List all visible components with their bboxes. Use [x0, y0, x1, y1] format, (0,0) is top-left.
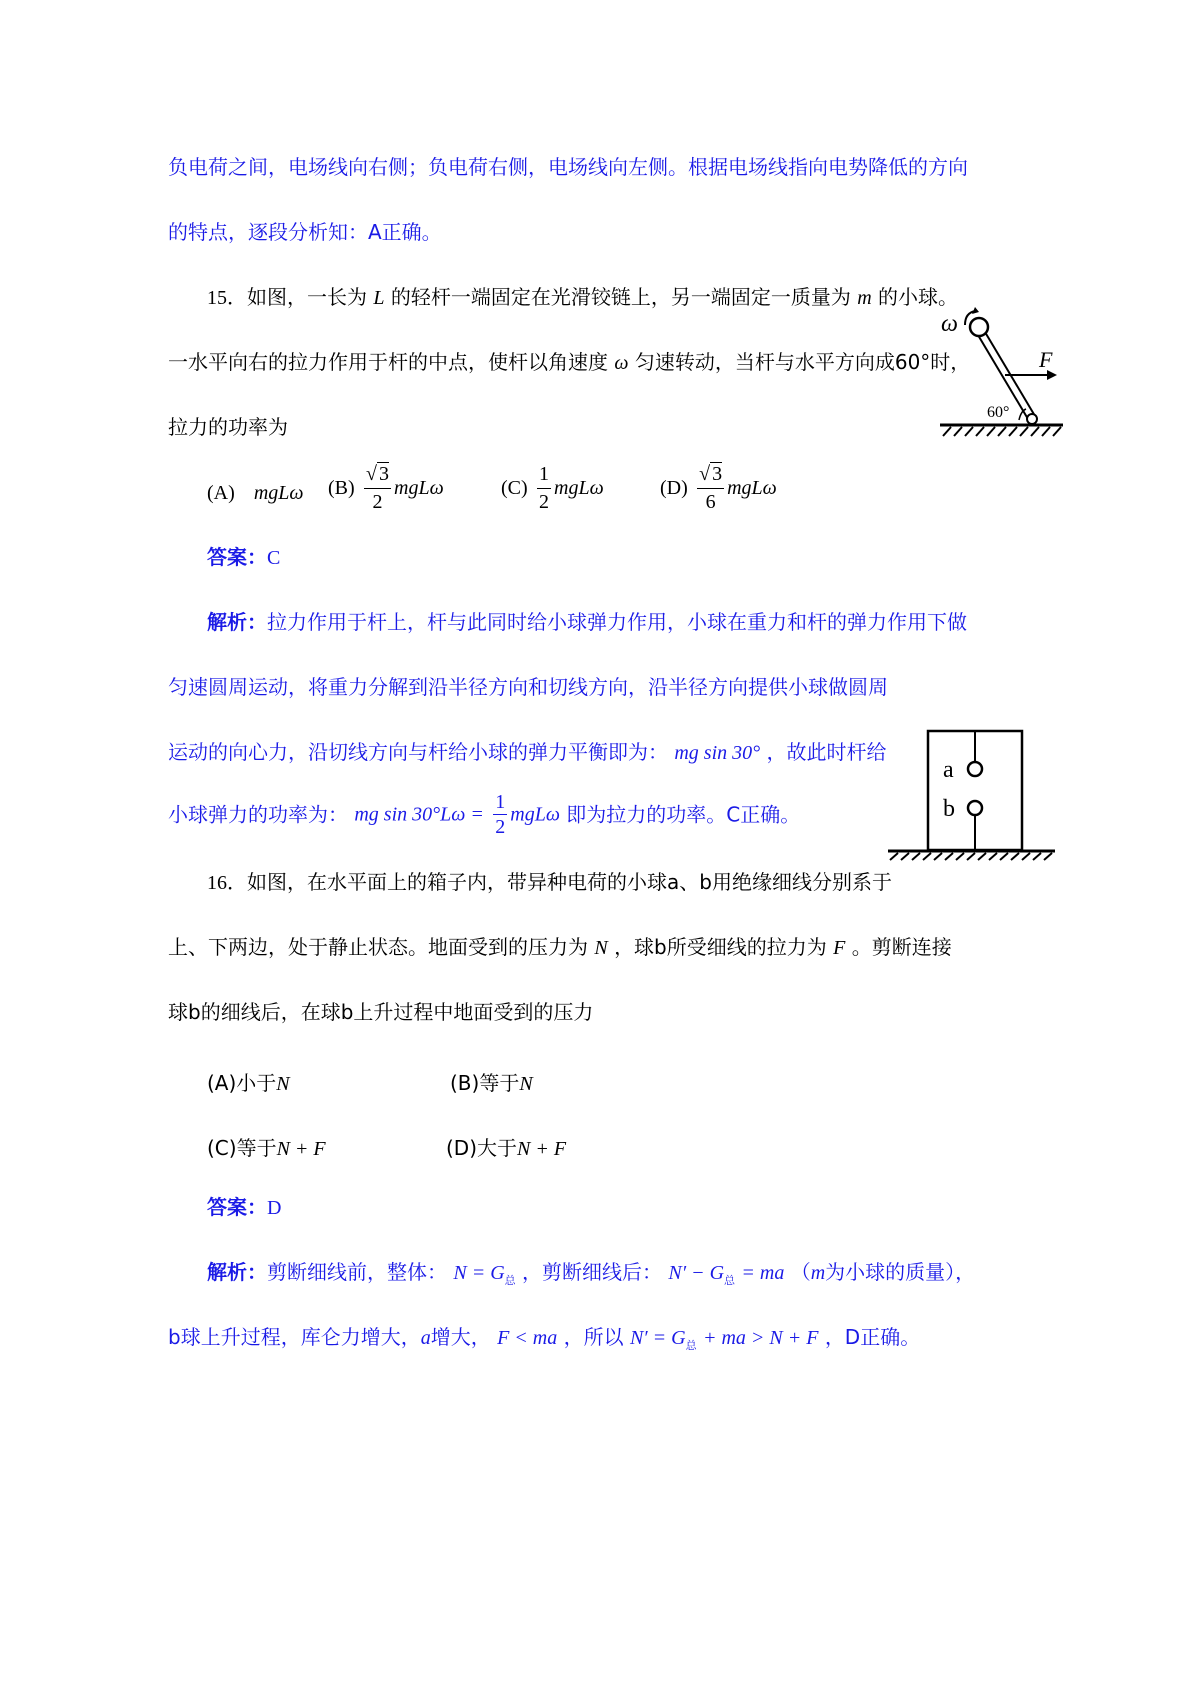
- q15-analysis-expr-3: mg sin 30°: [674, 742, 761, 764]
- q16-option-c-var: N + F: [276, 1138, 326, 1160]
- q15-text-2b: 匀速转动，当杆与水平方向成60°时，: [634, 350, 971, 374]
- q15-option-d-label: (D): [660, 477, 688, 499]
- q15-analysis-line-3: [168, 742, 887, 763]
- q15-analysis-num: 1: [495, 791, 506, 813]
- q16-text-2a: 上、下两边，处于静止状态。地面受到的压力为: [168, 935, 588, 959]
- q15-analysis-text-1: 拉力作用于杆上，杆与此同时给小球弹力作用，小球在重力和杆的弹力作用下做: [267, 610, 967, 634]
- q16-analysis-line-1: [207, 1262, 975, 1286]
- q16-answer: [207, 1197, 281, 1218]
- q16-figure-ball-b: b: [943, 796, 955, 822]
- q15-option-c-fraction: [537, 463, 551, 514]
- q16-analysis-text-2d: ，D正确。: [824, 1325, 921, 1349]
- q15-option-b-den: 2: [372, 491, 383, 513]
- q15-analysis-fraction: [493, 792, 507, 837]
- q16-analysis-text-1a: 剪断细线前，整体：: [267, 1260, 447, 1284]
- q16-analysis-sub-2: 总: [724, 1274, 736, 1287]
- q15-answer: [207, 547, 280, 568]
- q16-analysis-text-2c: ，所以: [563, 1325, 624, 1349]
- q15-analysis-line-2: 匀速圆周运动，将重力分解到沿半径方向和切线方向，沿半径方向提供小球做圆周: [168, 675, 888, 699]
- q15-analysis-text-3a: 运动的向心力，沿切线方向与杆给小球的弹力平衡即为：: [168, 740, 668, 764]
- q15-analysis-label: 解析：: [207, 610, 267, 634]
- q16-option-c-text: (C)等于: [207, 1136, 277, 1160]
- q16-analysis-label: 解析：: [207, 1260, 267, 1284]
- q16-line-3: 球b的细线后，在球b上升过程中地面受到的压力: [168, 1000, 594, 1024]
- prev-solution-line-1: 负电荷之间，电场线向右侧；负电荷右侧，电场线向左侧。根据电场线指向电势降低的方向: [168, 155, 968, 179]
- q16-analysis-a: a: [420, 1327, 431, 1349]
- q15-option-c-num: 1: [537, 463, 551, 489]
- q15-analysis-line-4: [168, 792, 800, 837]
- q15-option-c-den: 2: [539, 491, 550, 513]
- q15-option-a: [207, 480, 304, 505]
- q15-option-b-num: 3: [379, 463, 390, 485]
- q16-option-d: [446, 1132, 566, 1161]
- q16-analysis-expr-4: N′ = G: [629, 1327, 686, 1349]
- q16-analysis-expr-5: + ma > N + F: [702, 1327, 819, 1349]
- q16-number: 16．: [207, 872, 247, 894]
- q15-analysis-expr-4: mg sin 30°Lω =: [354, 803, 484, 826]
- q16-figure: [885, 728, 1060, 863]
- q15-line-3: 拉力的功率为: [168, 415, 288, 439]
- q15-analysis-text-4b: 即为拉力的功率。C正确。: [566, 802, 801, 827]
- q15-line-2: [168, 352, 970, 373]
- q15-option-a-expr: mgLω: [253, 482, 304, 504]
- q15-analysis-text-3b: ，故此时杆给: [766, 740, 887, 764]
- q15-figure-force: F: [1039, 347, 1053, 372]
- q16-analysis-text-1b: ，剪断细线后：: [522, 1260, 662, 1284]
- prev-solution-line-2: 的特点，逐段分析知：A正确。: [168, 220, 442, 244]
- q16-analysis-line-2: [168, 1327, 920, 1351]
- q16-analysis-expr-2b: = ma: [741, 1262, 785, 1284]
- q15-line-1: [207, 287, 958, 308]
- q16-analysis-m: m: [810, 1262, 826, 1284]
- q15-text-1b: 的轻杆一端固定在光滑铰链上，另一端固定一质量为: [390, 285, 851, 309]
- q16-analysis-text-1c: （: [790, 1260, 811, 1284]
- q15-analysis-expr-4b: mgLω: [510, 803, 560, 826]
- q16-answer-value: D: [267, 1197, 282, 1219]
- q15-analysis-line-1: [207, 612, 967, 632]
- q16-text-2b: ，球b所受细线的拉力为: [614, 935, 827, 959]
- q16-figure-ball-a: a: [943, 757, 954, 783]
- q16-analysis-text-2a: b球上升过程，库仑力增大，: [168, 1325, 421, 1349]
- q15-option-c-expr: mgLω: [554, 477, 604, 499]
- q15-option-d: [660, 463, 777, 514]
- q16-var-N: N: [594, 937, 608, 959]
- q15-option-b-expr: mgLω: [394, 477, 444, 499]
- q16-line-1: [207, 872, 892, 893]
- q16-var-F: F: [833, 937, 846, 959]
- q15-text-1c: 的小球。: [878, 285, 959, 309]
- q16-answer-label: 答案：: [207, 1195, 267, 1219]
- q16-option-b: [450, 1067, 533, 1096]
- q16-analysis-sub-1: 总: [504, 1274, 516, 1287]
- q16-option-a-text: (A)小于: [207, 1071, 277, 1095]
- q16-text-1: 如图，在水平面上的箱子内，带异种电荷的小球a、b用绝缘细线分别系于: [247, 870, 892, 894]
- q16-text-2c: 。剪断连接: [851, 935, 952, 959]
- q15-figure-omega: ω: [941, 311, 958, 337]
- q15-figure: [935, 305, 1070, 440]
- q15-text-2a: 一水平向右的拉力作用于杆的中点，使杆以角速度: [168, 350, 608, 374]
- q15-var-L: L: [373, 287, 385, 309]
- q16-analysis-expr-1: N = G: [453, 1262, 505, 1284]
- q15-var-m: m: [857, 287, 872, 309]
- q15-option-d-den: 6: [705, 491, 716, 513]
- q15-option-b-fraction: $\frac{√ 3}{2}$: [366, 463, 390, 513]
- q15-answer-label: 答案：: [207, 545, 267, 569]
- q15-number: 15．: [207, 287, 247, 309]
- q15-option-d-expr: mgLω: [727, 477, 777, 499]
- q16-option-a: [207, 1067, 290, 1096]
- q16-option-b-var: N: [519, 1073, 533, 1095]
- q15-option-b: [328, 463, 444, 514]
- q15-answer-value: C: [267, 547, 281, 569]
- q15-option-c: [501, 463, 604, 514]
- q16-line-2: [168, 937, 952, 958]
- q16-option-c: [207, 1132, 326, 1161]
- q15-option-b-label: (B): [328, 477, 355, 499]
- q16-analysis-sub-3: 总: [685, 1339, 697, 1352]
- q15-analysis-text-4a: 小球弹力的功率为：: [168, 802, 348, 827]
- q15-analysis-den: 2: [495, 816, 506, 838]
- q16-option-a-var: N: [276, 1073, 290, 1095]
- q16-option-d-var: N + F: [517, 1138, 567, 1160]
- q16-option-b-text: (B)等于: [450, 1071, 520, 1095]
- q15-option-c-label: (C): [501, 477, 528, 499]
- q16-analysis-expr-3: F < ma: [497, 1327, 558, 1349]
- q16-analysis-text-1d: 为小球的质量），: [825, 1260, 976, 1284]
- q16-analysis-expr-2: N′ − G: [668, 1262, 725, 1284]
- q15-option-d-fraction: $\frac{√ 3}{6}$: [699, 463, 723, 513]
- q15-var-omega: ω: [614, 352, 629, 374]
- q16-option-d-text: (D)大于: [446, 1136, 518, 1160]
- q15-option-a-label: (A): [207, 482, 235, 504]
- q16-analysis-text-2b: 增大，: [430, 1325, 491, 1349]
- q15-figure-angle: 60°: [987, 404, 1010, 421]
- q15-text-1a: 如图，一长为: [247, 285, 367, 309]
- q15-option-d-num: 3: [712, 463, 723, 485]
